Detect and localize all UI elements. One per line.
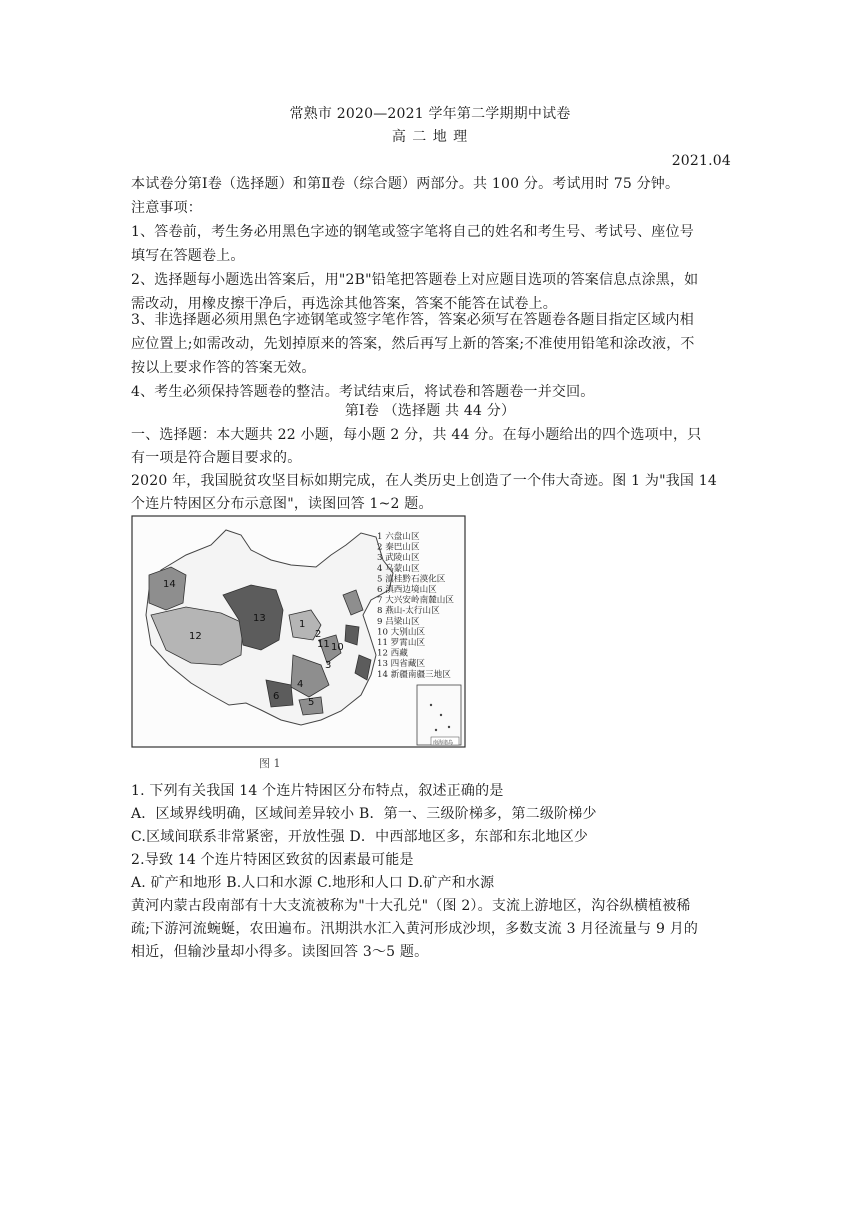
notice-1a: 1、答卷前，考生务必用黑色字迹的钢笔或签字笔将自己的姓名和考生号、考试号、座位号 <box>131 224 694 240</box>
legend-entry: 7 大兴安岭南麓山区 <box>377 595 454 606</box>
question-1-options-cd: C.区域间联系非常紧密，开放性强 D．中西部地区多，东部和东北地区少 <box>131 829 589 845</box>
legend-entry: 1 六盘山区 <box>377 532 420 542</box>
legend-entry: 5 滇桂黔石漠化区 <box>377 574 446 585</box>
region-number-label: 10 <box>331 642 344 653</box>
region-number-label: 14 <box>163 579 176 590</box>
region-number-label: 12 <box>189 631 202 642</box>
section-heading: 第Ⅰ卷 （选择题 共 44 分） <box>344 403 516 419</box>
region-number-label: 2 <box>315 629 322 640</box>
legend-entry: 2 秦巴山区 <box>377 542 420 553</box>
question-2-options: A. 矿产和地形 B.人口和水源 C.地形和人口 D.矿产和水源 <box>131 875 495 891</box>
legend-entry: 11 罗霄山区 <box>377 638 426 648</box>
legend-entry: 6 滇西边境山区 <box>377 585 437 595</box>
exam-date: 2021.04 <box>671 153 731 169</box>
notice-4: 4、考生必须保持答题卷的整洁。考试结束后，将试卷和答题卷一并交回。 <box>131 384 595 400</box>
notice-2b: 需改动，用橡皮擦干净后，再选涂其他答案，答案不能答在试卷上。 <box>131 296 557 312</box>
legend-entry: 12 西藏 <box>377 648 408 659</box>
region-number-label: 5 <box>308 697 315 708</box>
region-number-label: 4 <box>297 679 304 690</box>
legend-entry: 9 吕梁山区 <box>377 616 420 627</box>
question-stem-1a: 2020 年，我国脱贫攻坚目标如期完成，在人类历史上创造了一个伟大奇迹。图 1 为"我国 14 <box>131 473 717 489</box>
question-2: 2.导致 14 个连片特困区致贫的因素最可能是 <box>131 852 414 868</box>
figure-1-map <box>131 515 467 749</box>
exam-subject: 高 二 地 理 <box>391 129 469 145</box>
question-stem-2b: 疏;下游河流蜿蜒，农田遍布。汛期洪水汇入黄河形成沙坝，多数支流 3 月径流量与 9 月的 <box>131 921 699 937</box>
question-stem-1b: 个连片特困区分布示意图"，读图回答 1~2 题。 <box>131 496 433 512</box>
exam-title: 常熟市 2020—2021 学年第二学期期中试卷 <box>289 106 571 122</box>
question-stem-2a: 黄河内蒙古段南部有十大支流被称为"十大孔兑"（图 2）。支流上游地区，沟谷纵横植被稀 <box>131 898 691 914</box>
section-instructions-a: 一、选择题：本大题共 22 小题，每小题 2 分，共 44 分。在每小题给出的四个选项中，只 <box>131 427 702 443</box>
notice-3a: 3、非选择题必须用黑色字迹钢笔或签字笔作答，答案必须写在答题卷各题目指定区域内相 <box>131 312 694 328</box>
question-stem-2c: 相近，但输沙量却小得多。读图回答 3～5 题。 <box>131 944 429 960</box>
inset-label: 南海诸岛 <box>433 740 454 746</box>
region-number-label: 6 <box>273 691 280 702</box>
region-number-label: 13 <box>253 613 266 624</box>
legend-entry: 4 乌蒙山区 <box>377 563 420 574</box>
notice-title: 注意事项： <box>131 200 202 216</box>
china-map-illustration <box>131 515 467 749</box>
section-instructions-b: 有一项是符合题目要求的。 <box>131 450 302 466</box>
legend-entry: 13 四省藏区 <box>377 659 426 670</box>
question-1: 1. 下列有关我国 14 个连片特困区分布特点，叙述正确的是 <box>131 783 504 799</box>
region-number-label: 1 <box>299 619 306 630</box>
region-number-label: 11 <box>317 639 330 650</box>
notice-3c: 按以上要求作答的答案无效。 <box>131 360 316 376</box>
notice-3b: 应位置上;如需改动，先划掉原来的答案，然后再写上新的答案;不准使用铅笔和涂改液，不 <box>131 336 695 352</box>
notice-1b: 填写在答题卷上。 <box>131 248 245 264</box>
region-number-label: 3 <box>325 660 332 671</box>
intro-line: 本试卷分第Ⅰ卷（选择题）和第Ⅱ卷（综合题）两部分。共 100 分。考试用时 75 分钟。 <box>131 176 680 192</box>
notice-2a: 2、选择题每小题选出答案后，用"2B"铅笔把答题卷上对应题目选项的答案信息点涂黑，如 <box>131 272 699 288</box>
legend-entry: 8 燕山-太行山区 <box>377 606 440 617</box>
question-1-options-ab: A．区域界线明确，区域间差异较小 B．第一、三级阶梯多，第二级阶梯少 <box>131 806 597 822</box>
figure-1-caption: 图 1 <box>259 757 281 770</box>
legend-entry: 3 武陵山区 <box>377 553 420 564</box>
legend-entry: 14 新疆南疆三地区 <box>377 669 451 680</box>
legend-entry: 10 大别山区 <box>377 627 426 638</box>
